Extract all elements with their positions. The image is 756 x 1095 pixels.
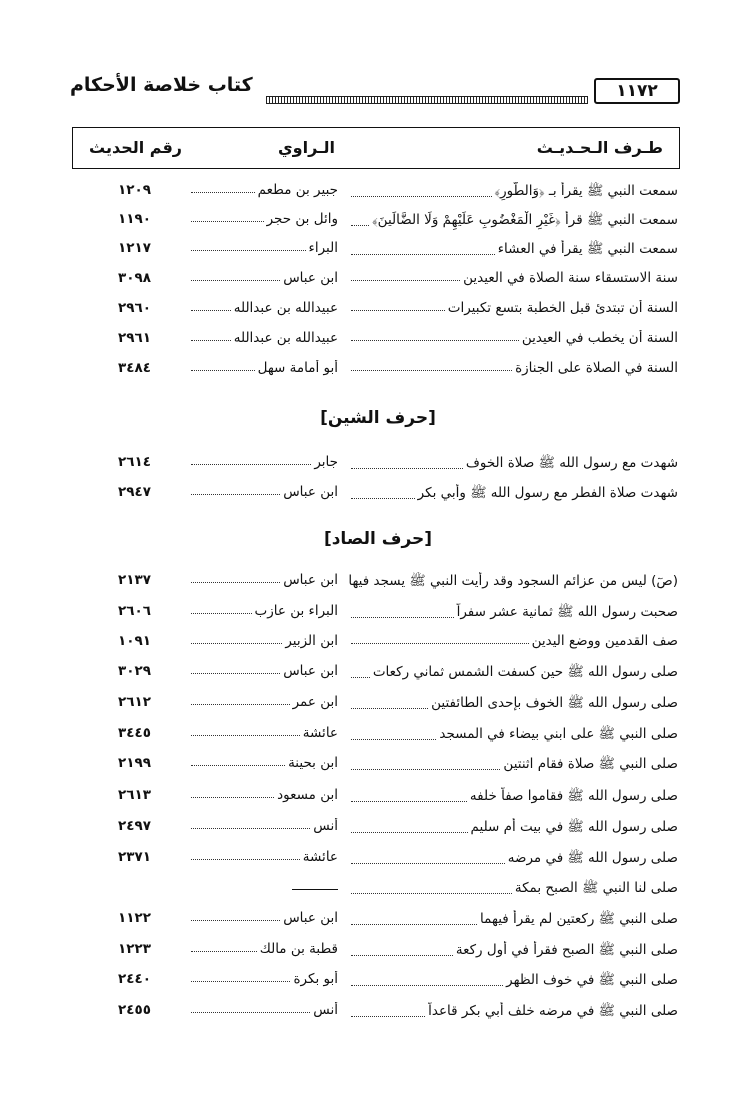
- hadith-text: صلى رسول الله ﷺ حين كسفت الشمس ثماني ركعات: [372, 664, 678, 680]
- dot-leader: [351, 1015, 425, 1017]
- hadith-number: ٢٦١٤: [118, 454, 151, 470]
- narrator-text: عائشة: [302, 849, 338, 865]
- dot-leader: [191, 191, 255, 193]
- narrator-cell: [188, 603, 338, 619]
- hadith-cell: [348, 971, 678, 991]
- hadith-number: ٢٤٤٠: [118, 971, 151, 987]
- hadith-number: ٣٤٤٥: [118, 725, 151, 741]
- column-header-narrator: الـراوي: [277, 138, 335, 157]
- hadith-text: السنة أن تبتدئ قبل الخطبة بتسع تكبيرات: [447, 300, 678, 316]
- dot-leader: [351, 831, 468, 833]
- narrator-text: ابن بحينة: [288, 755, 338, 771]
- dot-leader: [191, 734, 300, 736]
- narrator-text: ابن مسعود: [277, 787, 338, 803]
- dot-leader: [191, 796, 274, 798]
- hadith-cell: [348, 755, 678, 775]
- narrator-text: ابن عباس: [283, 484, 338, 500]
- narrator-cell: [188, 971, 338, 987]
- index-row: [118, 240, 678, 262]
- dot-leader: [191, 463, 311, 465]
- hadith-number: ٢٤٩٧: [118, 818, 151, 834]
- hadith-cell: [348, 1002, 678, 1022]
- index-row: [118, 879, 678, 901]
- hadith-cell: [348, 941, 678, 961]
- narrator-cell: [188, 787, 338, 803]
- narrator-text: وائل بن حجر: [266, 211, 338, 227]
- narrator-text: ابن عباس: [283, 270, 338, 286]
- index-row: [118, 603, 678, 625]
- dot-leader: [351, 738, 436, 740]
- page-header: [70, 72, 680, 106]
- dot-leader: [351, 984, 503, 986]
- index-row: [118, 300, 678, 322]
- section-title: [حرف الصاد]: [323, 529, 433, 549]
- dot-leader: [191, 980, 290, 982]
- hadith-cell: [348, 270, 678, 286]
- hadith-cell: [348, 572, 678, 592]
- hadith-number: ٢٩٦١: [118, 330, 151, 346]
- column-header-hadith: طـرف الـحـديـث: [536, 138, 663, 157]
- narrator-text: جبير بن مطعم: [257, 182, 338, 198]
- index-row: [118, 694, 678, 716]
- narrator-text: قطبة بن مالك: [259, 941, 338, 957]
- hadith-cell: [348, 454, 678, 474]
- hadith-cell: [348, 725, 678, 745]
- page-number: ١١٧٢: [594, 78, 680, 104]
- dot-leader: [351, 309, 445, 311]
- narrator-text: أنس: [313, 1002, 338, 1018]
- dot-leader: [191, 612, 252, 614]
- hadith-number: ١٢١٧: [118, 240, 151, 256]
- hadith-cell: [348, 818, 678, 838]
- narrator-text: ابن عباس: [283, 663, 338, 679]
- dot-leader: [191, 858, 300, 860]
- dot-leader: [351, 369, 512, 371]
- hadith-cell: [348, 603, 678, 623]
- index-row: [118, 270, 678, 292]
- hadith-cell: [348, 211, 678, 231]
- dot-leader: [191, 950, 257, 952]
- dot-leader: [191, 703, 290, 705]
- dot-leader: [351, 862, 505, 864]
- index-row: [118, 182, 678, 204]
- dot-leader: [351, 707, 428, 709]
- hadith-number: ١٢٢٣: [118, 941, 151, 957]
- narrator-cell: [188, 663, 338, 679]
- narrator-text: أبو بكرة: [293, 971, 338, 987]
- dot-leader: [351, 676, 370, 678]
- index-row: [118, 971, 678, 993]
- narrator-cell: [188, 211, 338, 227]
- hadith-number: ٢٦٠٦: [118, 603, 151, 619]
- narrator-cell: [188, 755, 338, 771]
- hadith-number: ١٢٠٩: [118, 182, 151, 198]
- hadith-cell: [348, 484, 678, 504]
- dot-leader: [351, 497, 415, 499]
- hadith-number: ٢٤٥٥: [118, 1002, 151, 1018]
- section-title: [حرف الشين]: [320, 408, 436, 428]
- dot-leader: [191, 672, 280, 674]
- dot-leader: [351, 768, 500, 770]
- dot-leader: [191, 279, 280, 281]
- index-row: [118, 330, 678, 352]
- narrator-text: ابن عمر: [292, 694, 338, 710]
- hadith-number: ١١٢٢: [118, 910, 151, 926]
- index-row: [118, 633, 678, 655]
- index-row: [118, 849, 678, 871]
- narrator-cell: [188, 633, 338, 649]
- dot-leader: [191, 642, 282, 644]
- narrator-cell: [188, 330, 338, 346]
- dot-leader: [351, 954, 453, 956]
- empty-dash: [292, 889, 338, 890]
- index-row: [118, 787, 678, 809]
- index-row: [118, 663, 678, 685]
- narrator-cell: [188, 849, 338, 865]
- hadith-text: صلى النبي ﷺ على ابني بيضاء في المسجد: [439, 726, 678, 742]
- index-row: [118, 910, 678, 932]
- hadith-number: ٢٦١٣: [118, 787, 151, 803]
- hadith-cell: [348, 787, 678, 807]
- narrator-cell: [188, 240, 338, 256]
- hadith-text: صحبت رسول الله ﷺ ثمانية عشر سفراً: [456, 604, 678, 620]
- narrator-text: البراء بن عازب: [254, 603, 338, 619]
- hadith-text: صلى النبي ﷺ ركعتين لم يقرأ فيهما: [480, 911, 678, 927]
- hadith-text: صلى النبي ﷺ في خوف الظهر: [506, 972, 678, 988]
- dot-leader: [191, 1011, 310, 1013]
- hadith-cell: [348, 300, 678, 316]
- dot-leader: [191, 919, 280, 921]
- dot-leader: [191, 220, 264, 222]
- dot-leader: [351, 253, 495, 255]
- column-header: [72, 127, 680, 169]
- hadith-text: (صٓ) ليس من عزائم السجود وقد رأيت النبي ﷺ يسجد فيها: [348, 573, 678, 589]
- narrator-text: البراء: [308, 240, 338, 256]
- narrator-text: جابر: [314, 454, 338, 470]
- hadith-cell: [348, 633, 678, 649]
- index-row: [118, 211, 678, 233]
- hadith-number: ٢٦١٢: [118, 694, 151, 710]
- dot-leader: [191, 764, 285, 766]
- hadith-text: صف القدمين ووضع اليدين: [531, 633, 678, 649]
- narrator-cell: [188, 818, 338, 834]
- dot-leader: [191, 249, 306, 251]
- index-row: [118, 755, 678, 777]
- hadith-number: ٢٩٤٧: [118, 484, 151, 500]
- hadith-cell: [348, 910, 678, 930]
- hadith-cell: [348, 663, 678, 683]
- dot-leader: [351, 642, 529, 644]
- hadith-text: سنة الاستسقاء سنة الصلاة في العيدين: [463, 270, 678, 286]
- index-row: [118, 454, 678, 476]
- dot-leader: [191, 309, 231, 311]
- dot-leader: [191, 827, 310, 829]
- hadith-text: صلى رسول الله ﷺ الخوف بإحدى الطائفتين: [431, 695, 678, 711]
- dot-leader: [351, 616, 454, 618]
- dot-leader: [351, 800, 467, 802]
- narrator-text: ابن عباس: [283, 910, 338, 926]
- hadith-number: ٣٤٨٤: [118, 360, 151, 376]
- narrator-cell: [188, 182, 338, 198]
- dot-leader: [191, 493, 280, 495]
- narrator-cell: [188, 270, 338, 286]
- narrator-cell: [188, 360, 338, 376]
- hadith-cell: [348, 849, 678, 869]
- narrator-text: ابن عباس: [283, 572, 338, 588]
- dot-leader: [351, 467, 463, 469]
- hadith-text: سمعت النبي ﷺ قرأ ﴿غَيْرِ الْمَغْضُوبِ عَلَيْهِمْ وَلَا الضَّالِّينَ﴾: [372, 212, 678, 228]
- dot-leader: [351, 195, 492, 197]
- dot-leader: [351, 279, 460, 281]
- narrator-text: عبيدالله بن عبدالله: [233, 330, 338, 346]
- hadith-text: صلى لنا النبي ﷺ الصبح بمكة: [514, 880, 678, 896]
- narrator-cell: [188, 1002, 338, 1018]
- narrator-cell: [188, 572, 338, 588]
- hadith-cell: [348, 330, 678, 346]
- dot-leader: [351, 892, 512, 894]
- index-row: [118, 572, 678, 594]
- hadith-number: ٢١٣٧: [118, 572, 151, 588]
- narrator-cell: [188, 910, 338, 926]
- narrator-cell: [188, 694, 338, 710]
- hadith-cell: [348, 360, 678, 376]
- hadith-number: ٢٩٦٠: [118, 300, 151, 316]
- index-row: [118, 941, 678, 963]
- hadith-cell: [348, 879, 678, 899]
- narrator-cell: [188, 879, 338, 890]
- hadith-number: ٢١٩٩: [118, 755, 151, 771]
- index-row: [118, 484, 678, 506]
- hadith-number: ١٠٩١: [118, 633, 151, 649]
- dot-leader: [351, 224, 369, 226]
- header-rule: [266, 96, 588, 104]
- hadith-text: سمعت النبي ﷺ يقرأ في العشاء: [497, 241, 678, 257]
- narrator-text: أنس: [313, 818, 338, 834]
- hadith-number: ١١٩٠: [118, 211, 151, 227]
- narrator-text: ابن الزبير: [285, 633, 338, 649]
- narrator-cell: [188, 454, 338, 470]
- index-row: [118, 818, 678, 840]
- hadith-text: صلى رسول الله ﷺ فقاموا صفاً خلفه: [469, 788, 678, 804]
- narrator-text: عبيدالله بن عبدالله: [233, 300, 338, 316]
- dot-leader: [351, 923, 477, 925]
- dot-leader: [191, 581, 280, 583]
- narrator-cell: [188, 300, 338, 316]
- dot-leader: [191, 339, 231, 341]
- column-header-number: رقم الحديث: [89, 138, 183, 157]
- index-row: [118, 1002, 678, 1024]
- narrator-cell: [188, 484, 338, 500]
- hadith-text: شهدت مع رسول الله ﷺ صلاة الخوف: [465, 455, 678, 471]
- hadith-text: شهدت صلاة الفطر مع رسول الله ﷺ وأبي بكر: [417, 485, 678, 501]
- narrator-cell: [188, 941, 338, 957]
- hadith-text: صلى النبي ﷺ الصبح فقرأ في أول ركعة: [455, 942, 678, 958]
- hadith-cell: [348, 694, 678, 714]
- index-row: [118, 725, 678, 747]
- hadith-text: صلى رسول الله ﷺ في مرضه: [507, 850, 678, 866]
- index-row: [118, 360, 678, 382]
- hadith-text: صلى النبي ﷺ صلاة فقام اثنتين: [503, 756, 678, 772]
- hadith-cell: [348, 182, 678, 202]
- narrator-text: أبو أمامة سهل: [257, 360, 338, 376]
- narrator-cell: [188, 725, 338, 741]
- hadith-text: السنة أن يخطب في العيدين: [521, 330, 678, 346]
- hadith-cell: [348, 240, 678, 260]
- hadith-text: السنة في الصلاة على الجنازة: [515, 360, 678, 376]
- dot-leader: [191, 369, 255, 371]
- hadith-number: ٢٣٧١: [118, 849, 151, 865]
- hadith-number: ٣٠٢٩: [118, 663, 151, 679]
- hadith-number: ٣٠٩٨: [118, 270, 151, 286]
- dot-leader: [351, 339, 519, 341]
- hadith-text: سمعت النبي ﷺ يقرأ بـ ﴿وَالطُّورِ﴾: [494, 183, 678, 199]
- hadith-text: صلى النبي ﷺ في مرضه خلف أبي بكر قاعداً: [428, 1003, 678, 1019]
- hadith-text: صلى رسول الله ﷺ في بيت أم سليم: [470, 819, 678, 835]
- book-title: كتاب خلاصة الأحكام: [70, 74, 253, 96]
- narrator-text: عائشة: [302, 725, 338, 741]
